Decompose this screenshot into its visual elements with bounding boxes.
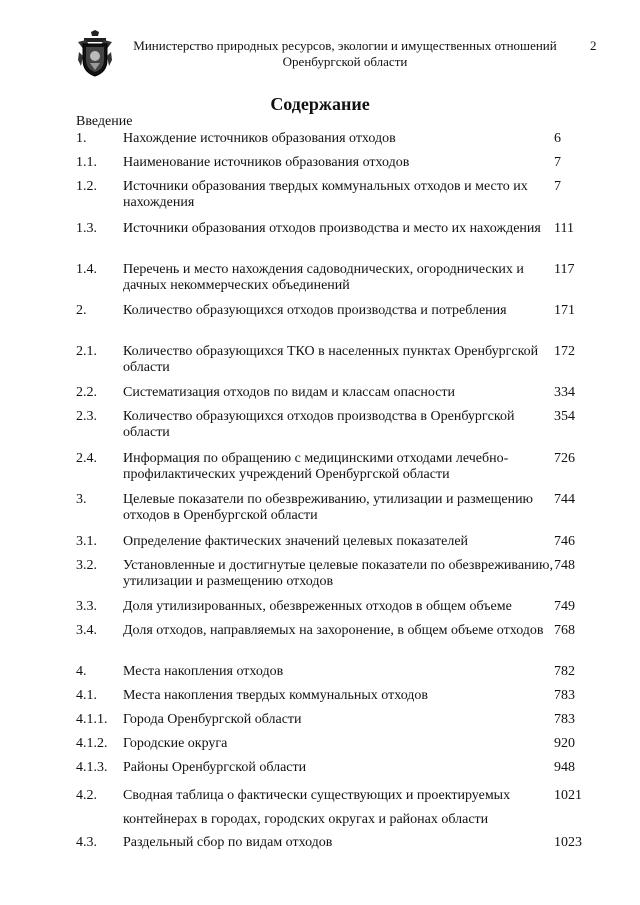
toc-page: 172 xyxy=(554,344,575,359)
toc-title: Количество образующихся ТКО в населенных пунктах Оренбургской области xyxy=(123,344,539,375)
toc-number: 2. xyxy=(76,303,87,318)
toc-title: Источники образования твердых коммунальных отходов и место их нахождения xyxy=(123,179,528,210)
toc-title: Районы Оренбургской области xyxy=(123,760,307,775)
toc-number: 2.3. xyxy=(76,409,97,424)
toc-title: Количество образующихся отходов производства в Оренбургской области xyxy=(123,409,515,440)
toc-number: 4. xyxy=(76,664,87,679)
toc-title: Доля утилизированных, обезвреженных отходов в общем объеме xyxy=(123,599,512,614)
toc-number: 4.2. xyxy=(76,788,97,803)
toc-title: Доля отходов, направляемых на захоронение, в общем объеме отходов xyxy=(123,623,544,638)
toc-number: 4.3. xyxy=(76,835,97,850)
toc-title: Установленные и достигнутые целевые показатели по обезвреживанию, утилизации и размещению отходов xyxy=(123,558,553,589)
toc-title: Места накопления твердых коммунальных отходов xyxy=(123,688,429,703)
toc-page: 7 xyxy=(554,179,561,194)
toc-number: 3.4. xyxy=(76,623,97,638)
toc-number: 3.3. xyxy=(76,599,97,614)
page-title: Содержание xyxy=(270,94,370,114)
toc-page: 334 xyxy=(554,385,575,400)
ministry-name-line1: Министерство природных ресурсов, экологии и имущественных отношений xyxy=(133,38,557,53)
ministry-name-line2: Оренбургской области xyxy=(282,54,408,69)
toc-number: 3.2. xyxy=(76,558,97,573)
toc-title: Перечень и место нахождения садоводнических, огороднических и дачных некоммерческих объединений xyxy=(123,262,524,293)
toc-page: 920 xyxy=(554,736,575,751)
toc-page: 746 xyxy=(554,534,575,549)
toc-title: Сводная таблица о фактически существующих и проектируемых контейнерах в городах, городских округах и районах области xyxy=(123,788,511,827)
toc-page: 111 xyxy=(554,221,574,236)
toc-page: 948 xyxy=(554,760,575,775)
toc-number: 1.2. xyxy=(76,179,97,194)
toc-number: 2.4. xyxy=(76,451,97,466)
toc-title: Источники образования отходов производства и место их нахождения xyxy=(123,221,541,236)
toc-title: Определение фактических значений целевых показателей xyxy=(123,534,469,549)
toc-number: 4.1.2. xyxy=(76,736,108,751)
toc-title: Нахождение источников образования отходов xyxy=(123,131,396,146)
toc-number: 3.1. xyxy=(76,534,97,549)
toc-page: 749 xyxy=(554,599,575,614)
toc-number: 1. xyxy=(76,131,87,146)
toc-page: 783 xyxy=(554,712,575,727)
page-number: 2 xyxy=(590,38,597,53)
toc-page: 768 xyxy=(554,623,575,638)
toc-number: 4.1.1. xyxy=(76,712,108,727)
toc-page: 744 xyxy=(554,492,575,507)
toc-page: 171 xyxy=(554,303,575,318)
toc-title: Количество образующихся отходов производства и потребления xyxy=(123,303,507,318)
toc-title: Целевые показатели по обезвреживанию, утилизации и размещению отходов в Оренбургской области xyxy=(123,492,534,523)
toc-title: Места накопления отходов xyxy=(123,664,284,679)
toc-page: 117 xyxy=(554,262,575,277)
toc-page: 782 xyxy=(554,664,575,679)
coat-of-arms-icon xyxy=(76,30,114,78)
toc-page: 1021 xyxy=(554,788,582,803)
toc-number: 3. xyxy=(76,492,87,507)
toc-number: 1.1. xyxy=(76,155,97,170)
toc-number: 4.1. xyxy=(76,688,97,703)
toc-title: Систематизация отходов по видам и классам опасности xyxy=(123,385,456,400)
toc-page: 6 xyxy=(554,131,561,146)
toc-page: 748 xyxy=(554,558,575,573)
toc-title: Информация по обращению с медицинскими отходами лечебно-профилактических учреждений Оренбургской области xyxy=(123,451,509,482)
toc-number: 1.4. xyxy=(76,262,97,277)
toc-number: 1.3. xyxy=(76,221,97,236)
toc-page: 354 xyxy=(554,409,575,424)
toc-title: Города Оренбургской области xyxy=(123,712,302,727)
toc-page: 1023 xyxy=(554,835,582,850)
toc-intro: Введение xyxy=(76,114,133,129)
toc-title: Городские округа xyxy=(123,736,228,751)
toc-title: Раздельный сбор по видам отходов xyxy=(123,835,333,850)
toc-page: 7 xyxy=(554,155,561,170)
toc-page: 726 xyxy=(554,451,575,466)
toc-number: 2.2. xyxy=(76,385,97,400)
toc-number: 2.1. xyxy=(76,344,97,359)
toc-number: 4.1.3. xyxy=(76,760,108,775)
toc-page: 783 xyxy=(554,688,575,703)
toc-title: Наименование источников образования отходов xyxy=(123,155,410,170)
